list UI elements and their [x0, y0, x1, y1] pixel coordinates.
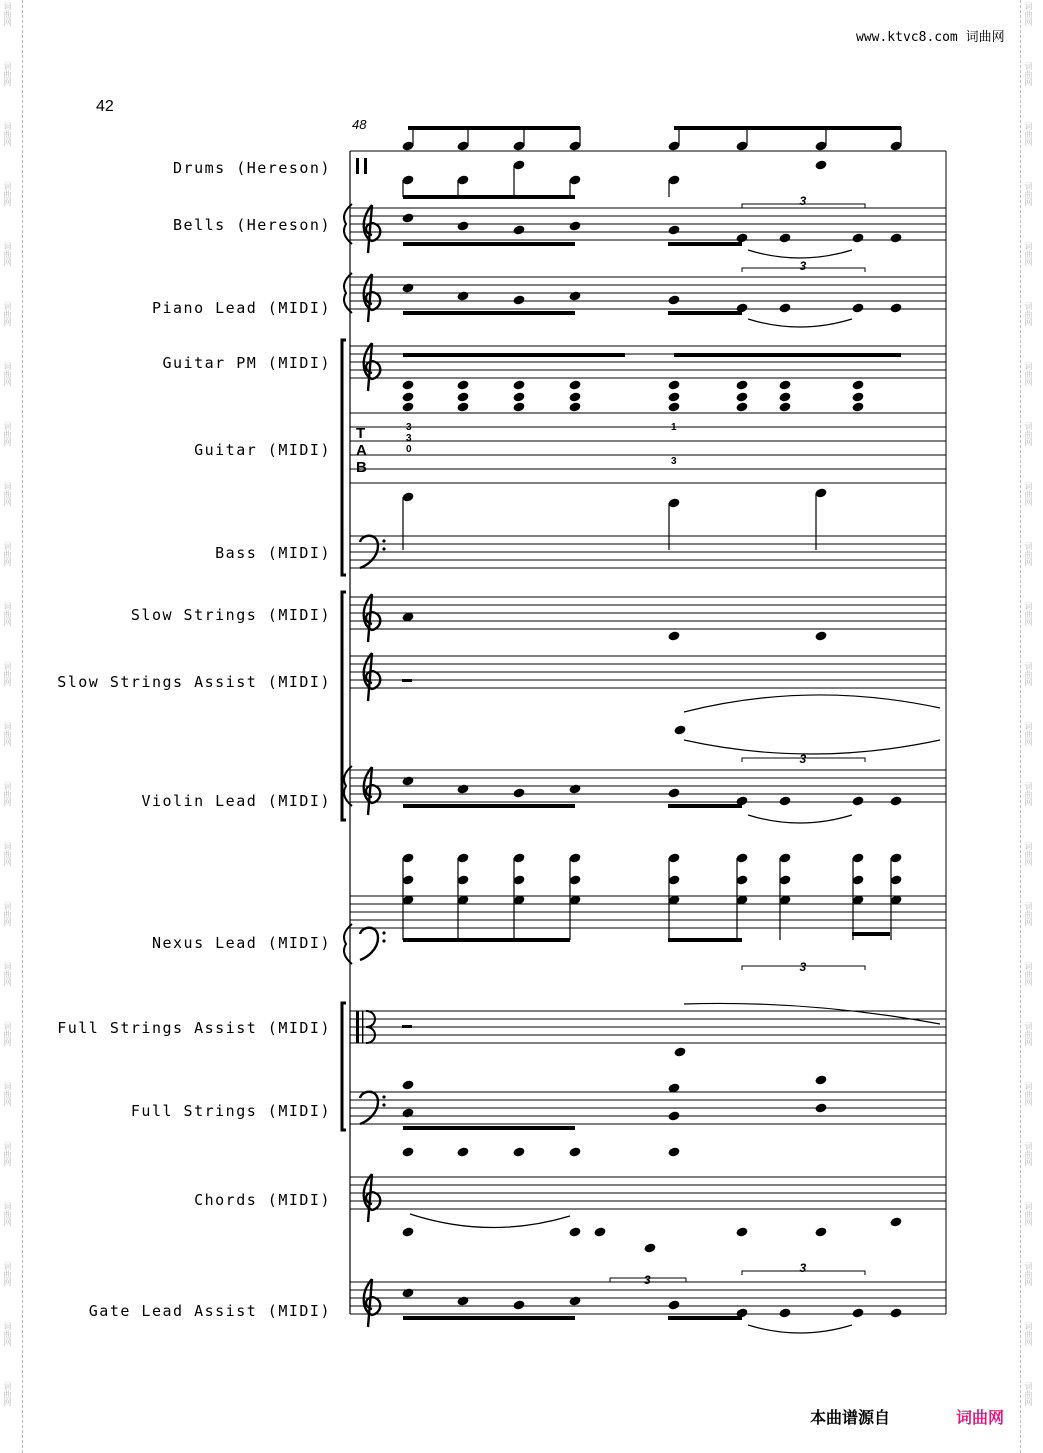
chords-note: [568, 1146, 581, 1157]
full-strings-note: [401, 1079, 414, 1090]
piano-note: [778, 302, 791, 313]
side-watermark-text: 词曲网: [1024, 1322, 1033, 1346]
side-watermark-text: 词曲网: [3, 542, 12, 566]
tie: [684, 695, 940, 712]
tab-clef-a: A: [356, 442, 367, 459]
guitar-pm-note: [735, 379, 748, 390]
guitar-pm-note: [456, 379, 469, 390]
note-beam: [852, 932, 890, 936]
side-watermark-text: 词曲网: [1024, 482, 1033, 506]
instrument-label-violin-lead: Violin Lead (MIDI): [141, 792, 331, 810]
tab-fret-number: 3: [406, 433, 412, 444]
gate-lead-note: [889, 1307, 902, 1318]
violin-note: [851, 795, 864, 806]
guitar-pm-note: [401, 391, 414, 402]
side-watermark-text: 词曲网: [3, 662, 12, 686]
bells-note: [512, 224, 525, 235]
treble-clef-icon: [364, 274, 381, 322]
side-watermark-text: 词曲网: [3, 482, 12, 506]
violin-note: [568, 783, 581, 794]
side-watermark-text: 词曲网: [1024, 602, 1033, 626]
instrument-label-guitar-pm: Guitar PM (MIDI): [162, 354, 331, 372]
full-strings-note: [401, 1107, 414, 1118]
tie: [410, 1214, 570, 1228]
note-beam: [403, 242, 575, 246]
violin-note: [889, 795, 902, 806]
side-watermark-text: 词曲网: [3, 722, 12, 746]
page-number: 42: [96, 98, 114, 115]
gate-lead-note: [851, 1307, 864, 1318]
piano-note: [667, 294, 680, 305]
instrument-label-bass: Bass (MIDI): [215, 544, 331, 562]
bass-clef-dot: [382, 931, 385, 934]
note-beam: [403, 1316, 575, 1320]
note-beam: [668, 1316, 742, 1320]
chords-note: [512, 1146, 525, 1157]
side-watermark-text: 词曲网: [1024, 1142, 1033, 1166]
slow-strings-note: [814, 630, 827, 641]
side-watermark-text: 词曲网: [1024, 302, 1033, 326]
piano-note: [568, 290, 581, 301]
guitar-pm-note: [568, 391, 581, 402]
guitar-pm-note: [735, 401, 748, 412]
bells-note: [456, 220, 469, 231]
full-strings-note: [667, 1110, 680, 1121]
half-rest: [402, 679, 412, 682]
chords-note: [667, 1146, 680, 1157]
tie: [684, 740, 940, 754]
side-watermark-text: 词曲网: [3, 1022, 12, 1046]
note-beam: [403, 804, 575, 808]
guitar-pm-note: [667, 401, 680, 412]
tuplet-number: 3: [799, 752, 807, 766]
instrument-label-full-strings: Full Strings (MIDI): [130, 1102, 331, 1120]
side-watermark-text: 词曲网: [3, 1322, 12, 1346]
piano-note: [456, 290, 469, 301]
bass-clef-dot: [382, 1095, 385, 1098]
side-watermark-text: 词曲网: [1024, 962, 1033, 986]
piano-note: [512, 294, 525, 305]
violin-note: [512, 787, 525, 798]
bells-note: [735, 232, 748, 243]
instrument-label-guitar: Guitar (MIDI): [194, 441, 331, 459]
side-watermark-text: 词曲网: [1024, 62, 1033, 86]
group-bracket: [342, 340, 346, 575]
side-watermark-text: 词曲网: [3, 902, 12, 926]
side-watermark-text: 词曲网: [1024, 662, 1033, 686]
full-strings-note: [814, 1102, 827, 1113]
gate-lead-note: [512, 1299, 525, 1310]
full-strings-assist-note: [673, 1046, 686, 1057]
treble-clef-icon: [364, 594, 381, 642]
guitar-pm-note: [512, 391, 525, 402]
side-watermark-text: 词曲网: [1024, 1082, 1033, 1106]
chords-note: [643, 1242, 656, 1253]
instrument-label-slow-strings-assist: Slow Strings Assist (MIDI): [57, 673, 331, 691]
note-beam: [403, 311, 575, 315]
guitar-pm-note: [851, 379, 864, 390]
gate-lead-note: [456, 1295, 469, 1306]
chords-note: [456, 1146, 469, 1157]
treble-clef-icon: [364, 343, 381, 391]
measure-number: 48: [352, 117, 367, 132]
side-watermark-text: 词曲网: [3, 122, 12, 146]
chords-note: [401, 1146, 414, 1157]
bells-note: [568, 220, 581, 231]
side-watermark-text: 词曲网: [1024, 1382, 1033, 1406]
side-watermark-text: 词曲网: [3, 242, 12, 266]
slow-strings-assist-note: [673, 724, 686, 735]
header-site-url: www.ktvc8.com 词曲网: [856, 30, 1005, 45]
tab-fret-number: 3: [406, 422, 412, 433]
piano-note: [889, 302, 902, 313]
guitar-pm-note: [778, 401, 791, 412]
chords-note: [401, 1226, 414, 1237]
side-watermark-text: 词曲网: [1024, 182, 1033, 206]
tie: [748, 1325, 852, 1333]
alto-clef-icon: [356, 1011, 359, 1043]
instrument-label-nexus-lead: Nexus Lead (MIDI): [151, 934, 331, 952]
side-watermark-text: 词曲网: [3, 782, 12, 806]
alto-clef-icon: [362, 1011, 363, 1043]
instrument-label-gate-lead-assist: Gate Lead Assist (MIDI): [88, 1302, 331, 1320]
bells-note: [889, 232, 902, 243]
note-beam: [668, 804, 742, 808]
side-watermark-text: 词曲网: [1024, 902, 1033, 926]
guitar-pm-note: [778, 391, 791, 402]
side-watermark-text: 词曲网: [1024, 542, 1033, 566]
tie: [748, 250, 852, 258]
tuplet-brackets: [610, 194, 865, 1287]
violin-note: [401, 775, 414, 786]
side-watermark-text: 词曲网: [1024, 2, 1033, 26]
footer-source-text: 本曲谱源自: [810, 1408, 891, 1427]
side-watermark-text: 词曲网: [3, 422, 12, 446]
guitar-pm-note: [512, 401, 525, 412]
half-rest: [402, 1025, 412, 1028]
chords-note: [568, 1226, 581, 1237]
side-watermark-text: 词曲网: [1024, 422, 1033, 446]
side-watermark-text: 词曲网: [3, 842, 12, 866]
gate-lead-note: [401, 1287, 414, 1298]
chords-note: [735, 1226, 748, 1237]
side-watermark-text: 词曲网: [1024, 842, 1033, 866]
side-watermark-text: 词曲网: [3, 302, 12, 326]
gate-lead-note: [778, 1307, 791, 1318]
guitar-pm-note: [667, 391, 680, 402]
note-beam: [403, 938, 570, 942]
guitar-pm-note: [778, 379, 791, 390]
side-watermark-text: 词曲网: [3, 62, 12, 86]
side-watermark-text: 词曲网: [1024, 242, 1033, 266]
side-watermark-text: 词曲网: [3, 2, 12, 26]
treble-clef-icon: [364, 767, 381, 815]
guitar-pm-note: [568, 401, 581, 412]
guitar-pm-note: [735, 391, 748, 402]
staff-lines: [350, 151, 946, 1314]
tab-fret-number: 0: [406, 444, 412, 455]
guitar-pm-note: [568, 379, 581, 390]
side-watermark-text: 词曲网: [3, 602, 12, 626]
tablature: [356, 422, 677, 476]
treble-clef-icon: [364, 1174, 381, 1222]
bass-clef-dot: [382, 547, 385, 550]
side-watermark-text: 词曲网: [1024, 782, 1033, 806]
bells-note: [778, 232, 791, 243]
side-watermark-text: 词曲网: [1024, 122, 1033, 146]
tie: [684, 1003, 940, 1024]
group-bracket: [342, 1003, 346, 1130]
chords-note: [814, 1226, 827, 1237]
slow-strings-note: [667, 630, 680, 641]
bells-note: [851, 232, 864, 243]
tab-clef-t: T: [356, 425, 366, 442]
bass-clef-dot: [382, 539, 385, 542]
guitar-pm-note: [401, 379, 414, 390]
instrument-label-chords: Chords (MIDI): [194, 1191, 331, 1209]
violin-note: [778, 795, 791, 806]
side-watermark-text: 词曲网: [3, 1202, 12, 1226]
side-watermark-text: 词曲网: [3, 1262, 12, 1286]
note-beam: [674, 353, 901, 357]
side-watermark-text: 词曲网: [3, 962, 12, 986]
instrument-label-bells: Bells (Hereson): [173, 216, 331, 234]
treble-clef-icon: [364, 1279, 381, 1327]
clefs: [356, 158, 386, 1327]
note-beam: [668, 242, 742, 246]
guitar-pm-note: [512, 379, 525, 390]
percussion-clef-icon: [364, 158, 367, 174]
bells-note: [401, 212, 414, 223]
tuplet-number: 3: [799, 1261, 807, 1275]
side-watermark-text: 词曲网: [1024, 362, 1033, 386]
note-beam: [674, 126, 901, 130]
note-beam: [403, 353, 625, 357]
note-beam: [668, 311, 742, 315]
drum-note: [814, 159, 827, 170]
side-watermark-text: 词曲网: [3, 1142, 12, 1166]
note-beam: [403, 195, 575, 199]
bass-clef-dot: [382, 1103, 385, 1106]
side-watermark-text: 词曲网: [3, 362, 12, 386]
instrument-label-slow-strings: Slow Strings (MIDI): [130, 606, 331, 624]
side-watermark-text: 词曲网: [1024, 722, 1033, 746]
instrument-label-full-strings-assist: Full Strings Assist (MIDI): [57, 1019, 331, 1037]
notation: [401, 126, 940, 1333]
tab-clef-b: B: [356, 459, 367, 476]
guitar-pm-note: [667, 379, 680, 390]
guitar-pm-note: [851, 391, 864, 402]
guitar-pm-note: [851, 401, 864, 412]
violin-note: [456, 783, 469, 794]
instrument-label-piano-lead: Piano Lead (MIDI): [151, 299, 331, 317]
guitar-pm-note: [401, 401, 414, 412]
gate-lead-note: [568, 1295, 581, 1306]
tab-fret-number: 3: [671, 456, 677, 467]
side-watermark-text: 词曲网: [3, 1082, 12, 1106]
full-strings-note: [814, 1074, 827, 1085]
gate-lead-note: [667, 1299, 680, 1310]
side-watermark-text: 词曲网: [3, 182, 12, 206]
side-watermark-text: 词曲网: [1024, 1202, 1033, 1226]
bass-clef-icon: [360, 928, 378, 960]
tuplet-number: 3: [644, 1273, 651, 1287]
bass-clef-dot: [382, 939, 385, 942]
side-watermark-text: 词曲网: [3, 1382, 12, 1406]
percussion-clef-icon: [356, 158, 359, 174]
note-beam: [403, 1126, 575, 1130]
tie: [748, 815, 852, 823]
tab-fret-number: 1: [671, 422, 677, 433]
tie: [748, 319, 852, 327]
tuplet-number: 3: [799, 259, 807, 273]
instrument-label-drums: Drums (Hereson): [173, 159, 331, 177]
staff-brace: [344, 924, 352, 964]
footer-brand-text: 词曲网: [956, 1408, 1005, 1427]
guitar-pm-note: [456, 401, 469, 412]
chords-note: [889, 1216, 902, 1227]
piano-note: [401, 282, 414, 293]
note-beam: [408, 126, 580, 130]
guitar-pm-note: [456, 391, 469, 402]
bells-note: [667, 224, 680, 235]
treble-clef-icon: [364, 653, 381, 701]
violin-note: [667, 787, 680, 798]
side-watermark-text: 词曲网: [1024, 1262, 1033, 1286]
tuplet-number: 3: [799, 194, 807, 208]
treble-clef-icon: [364, 205, 381, 253]
tuplet-number: 3: [799, 960, 807, 974]
note-beam: [668, 938, 742, 942]
side-watermark-text: 词曲网: [1024, 1022, 1033, 1046]
piano-note: [851, 302, 864, 313]
chords-note: [593, 1226, 606, 1237]
